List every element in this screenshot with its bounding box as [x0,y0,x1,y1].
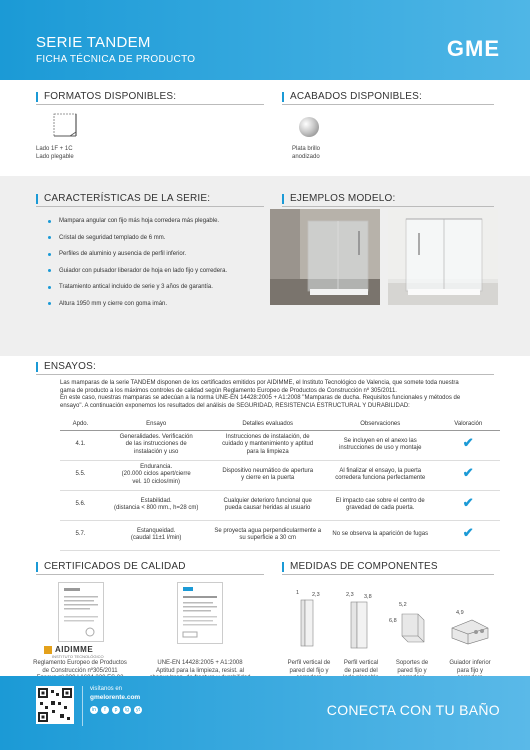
bullet-icon [48,269,51,272]
apdo-cell: 5.5. [60,460,101,490]
cell-line: No se observa la aparición de fugas [332,531,429,538]
cell-line: Estabilidad. [140,497,172,504]
medidas-title: MEDIDAS DE COMPONENTES [290,561,438,572]
certificados-title: CERTIFICADOS DE CALIDAD [44,561,186,572]
acabados-title: ACABADOS DISPONIBLES: [290,91,423,102]
cell-line: gravedad de cada puerta. [346,505,415,511]
list-item [48,263,278,280]
list-item [48,213,278,230]
aidimme-brand: AIDIMME [55,645,94,654]
column-header: Observaciones [324,418,437,430]
feature-text: Perfiles de aluminio y ausencia de perfil inferior. [59,251,187,258]
list-item [48,246,278,263]
feature-text: Mampara angular con fijo más hoja corredera más plegable. [59,218,220,225]
observaciones-cell [324,460,437,490]
dimension-label: 5,2 [399,602,407,608]
caption-line: pared del fijo y [289,667,329,674]
ensayos-intro [60,380,492,410]
bullet-icon [48,253,51,256]
cell-line: de las instrucciones de [125,441,187,448]
valoracion-cell [437,490,500,520]
intro-line: gama de producto a los máximos controles de calidad según Reglamento Europeo de Productos de Construcción nº 305/2011. [60,387,397,394]
table-header-row [60,418,500,430]
dimension-label: 2,3 [312,592,320,598]
shower-photo-illustration [388,209,498,305]
cell-line: pueda causar heridas al usuario [225,505,311,511]
caption-line: Perfil vertical de [287,660,331,666]
bullet-icon [48,236,51,239]
cell-line: Al finalizar el ensayo, la puerta [339,467,422,474]
list-item [48,230,278,247]
caption-line: pared fijo y [397,667,427,674]
example-photo-2 [388,209,498,305]
feature-text: Guiador con pulsador liberador de hoja en lado fijo y corredera. [59,267,228,274]
divider [282,104,494,105]
cell-line: Cualquier deterioro funcional que [223,497,312,504]
cell-line: Generalidades. Verificación [119,433,193,440]
header-banner [0,0,530,80]
finish-label [292,146,320,161]
ensayo-cell [101,460,212,490]
cell-line: corredera funciona perfectamente [335,475,426,481]
valoracion-cell [437,520,500,550]
dimension-label: 2,3 [346,592,354,598]
table-row [60,430,500,460]
accent-bar [282,562,284,572]
detalles-cell [211,460,324,490]
checkmark-icon: ✔ [462,465,474,481]
caption-line: para fijo y [456,667,483,674]
caption-line: Reglamento Europeo de Productos [33,660,127,666]
accent-bar [36,562,38,572]
certificate-document-icon [58,582,104,642]
brand-logo: GME [446,36,500,61]
accent-bar [36,362,38,372]
wall-bracket-icon [398,610,428,646]
aidimme-mark-icon [44,646,52,654]
valoracion-cell [437,430,500,460]
cell-line: para la limpieza [246,448,289,455]
facebook-icon[interactable]: f [101,706,109,714]
cell-line: instrucciones de uso y montaje [339,445,422,451]
caption-line: de pared del [344,667,378,674]
ejemplos-heading [282,193,395,204]
detalles-cell [211,520,324,550]
medidas-heading [282,561,438,572]
caption-line: UNE-EN 14428:2005 + A1:2008 [157,660,243,666]
bottom-guide-icon [448,616,492,646]
social-icons [90,706,142,714]
aidimme-subtitle: INSTITUTO TECNOLÓGICO [52,654,104,659]
ejemplos-title: EJEMPLOS MODELO: [290,193,396,204]
detalles-cell [211,490,324,520]
dimension-label: 1 [296,590,300,596]
caracteristicas-title: CARACTERÍSTICAS DE LA SERIE: [44,193,211,204]
bullet-icon [48,286,51,289]
divider [36,206,264,207]
cell-line: cuidado y mantenimiento y aptitud [222,441,314,448]
accent-bar [36,92,38,102]
checkmark-icon: ✔ [462,495,474,511]
caption-line: Guiador inferior [449,660,491,666]
checkmark-icon: ✔ [462,435,474,451]
caption-line: de Construcción nº305/2011 [42,667,118,674]
format-label-line: Lado 1F + 1C [36,146,73,152]
column-header: Apdo. [60,418,101,430]
acabados-heading [282,91,422,102]
detalles-cell [211,430,324,460]
website-link[interactable]: gmelorente.com [90,694,141,701]
wall-profile-icon [298,598,318,648]
divider [282,206,494,207]
valoracion-cell [437,460,500,490]
format-diagram-icon [50,110,82,142]
series-title: SERIE TANDEM [36,34,151,51]
divider [282,574,494,575]
finish-swatch-icon [299,117,319,137]
formatos-heading [36,91,176,102]
cell-line: (caudal 11±1 l/min) [130,535,182,541]
certificados-heading [36,561,186,572]
cell-line: Estanqueidad. [136,527,176,534]
caption-line: Aptitud para la limpieza, resist. al [155,667,245,674]
caption-line: Soportes de [395,660,429,666]
accent-bar [282,92,284,102]
format-label-line: Lado plegable [36,153,74,160]
ensayos-title: ENSAYOS: [44,361,96,372]
youtube-icon[interactable]: yt [134,706,142,714]
tests-table [60,418,500,551]
apdo-cell: 5.7. [60,520,101,550]
observaciones-cell [324,430,437,460]
list-item [48,279,278,296]
linkedin-icon[interactable]: in [90,706,98,714]
visit-label: visítanos en [90,686,123,692]
formatos-title: FORMATOS DISPONIBLES: [44,91,177,102]
dimension-label: 4,9 [456,610,464,616]
bullet-icon [48,220,51,223]
shower-photo-illustration [270,209,380,305]
cell-line: (20.000 ciclos apert/cierre [121,471,191,478]
apdo-cell: 4.1. [60,430,101,460]
table-row [60,520,500,550]
ensayo-cell [101,430,212,460]
accent-bar [282,194,284,204]
divider [82,686,83,726]
features-list [48,213,278,312]
qr-code-icon[interactable] [36,686,74,724]
cell-line: (distancia < 800 mm., h=28 cm) [113,505,199,511]
accent-bar [36,194,38,204]
instagram-icon[interactable]: ig [123,706,131,714]
footer-banner [0,676,530,750]
cell-line: Se proyecta agua perpendicularmente a [214,527,322,534]
series-subtitle: FICHA TÉCNICA DE PRODUCTO [36,54,196,65]
ensayo-cell [101,520,212,550]
aidimme-logo [44,645,93,654]
cell-line: Dispositivo neumático de apertura [222,467,314,474]
intro-line: Las mamparas de la serie TANDEM disponen de los certificados emitidos por AIDIMME, el Instituto Tecnológico de Valencia, que somete toda nuestra [60,380,459,386]
apdo-cell: 5.6. [60,490,101,520]
bullet-icon [48,302,51,305]
feature-text: Tratamiento antical incluido de serie y 3 años de garantía. [59,284,213,291]
finish-label-line: Plata brillo [292,146,321,152]
divider [36,574,264,575]
qr-code-graphic [38,688,72,722]
table-row [60,490,500,520]
list-item [48,296,278,313]
caption-line: Perfil vertical [343,660,379,666]
cell-line: Instrucciones de instalación, de [225,433,310,440]
caracteristicas-heading [36,193,210,204]
cell-line: El impacto cae sobre el centro de [335,497,425,504]
divider [36,374,494,375]
dimension-label: 3,8 [364,594,372,600]
ensayo-cell [101,490,212,520]
slogan: CONECTA CON TU BAÑO [326,702,500,718]
observaciones-cell [324,520,437,550]
intro-line: ensayo". A continuación exponemos los resultados del análisis de SEGURIDAD, RESISTENCIA ESTRUCTURAL Y DURABILIDAD: [60,402,410,409]
cell-line: su superficie a 30 cm [239,535,297,541]
cell-line: Se incluyen en el anexo las [343,437,417,444]
column-header: Detalles evaluados [211,418,324,430]
example-photo-1 [270,209,380,305]
checkmark-icon: ✔ [462,525,474,541]
cell-line: vel. 10 ciclos/min) [132,478,181,485]
cell-line: y cierre en la puerta [241,475,295,481]
format-label [36,146,74,161]
certificate-document-icon [177,582,223,644]
table-row [60,460,500,490]
ensayos-heading [36,361,96,372]
dimension-label: 6,8 [389,618,397,624]
feature-text: Altura 1950 mm y cierre con goma imán. [59,300,168,307]
divider [36,104,264,105]
finish-label-line: anodizado [292,153,320,160]
column-header: Valoración [437,418,500,430]
column-header: Ensayo [101,418,212,430]
folding-profile-icon [348,600,372,650]
pinterest-icon[interactable]: p [112,706,120,714]
cell-line: instalación y uso [133,448,179,455]
feature-text: Cristal de seguridad templado de 6 mm. [59,234,166,241]
observaciones-cell [324,490,437,520]
intro-line: En este caso, nuestras mamparas se adecúan a la norma UNE-EN 14428:2005 + A1:2008 "Mamparas de ducha. Requisitos funcionales y métodos de [60,395,461,401]
cell-line: Endurancia. [140,463,173,470]
